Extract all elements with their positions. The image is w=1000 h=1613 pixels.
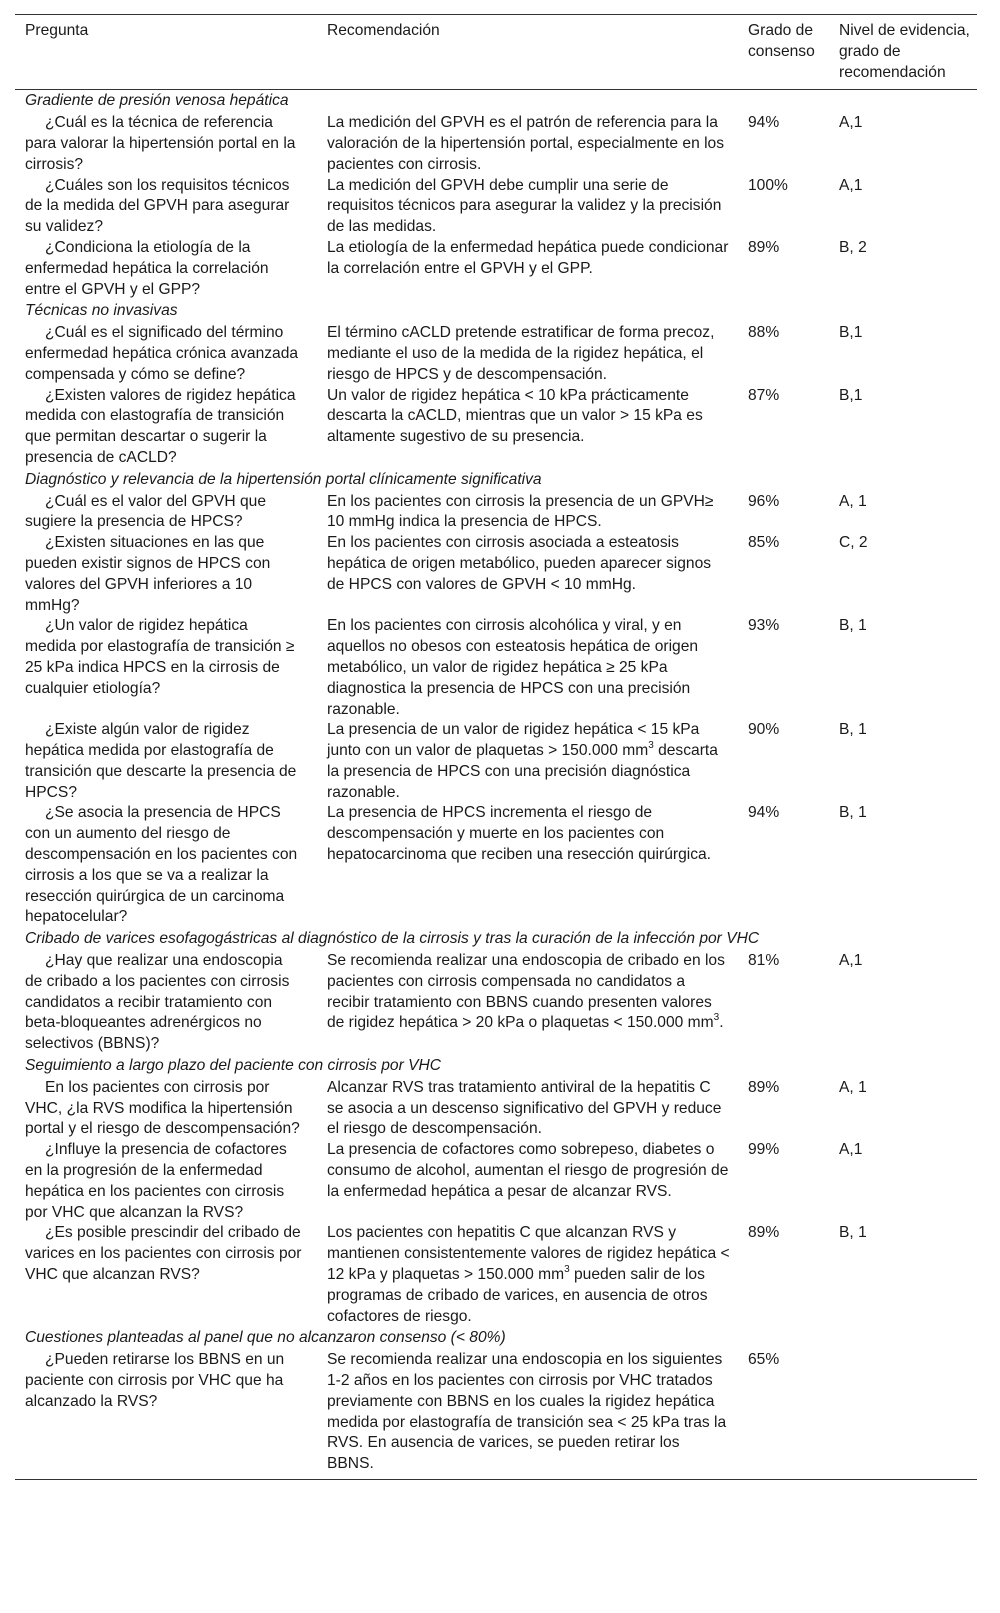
recommendation-cell: La etiología de la enfermedad hepática puede condicionar la correlación entre el GPVH y el GPP. — [327, 238, 729, 277]
recommendation-cell: Se recomienda realizar una endoscopia en los siguientes 1-2 años en los pacientes con cirrosis por VHC tratados previamente con BBNS en los cuales la rigidez hepática medida por elastografía de transición sea < 25 kPa tras la RVS. En ausencia de varices, se pueden retirar los BBNS. — [327, 1351, 727, 1473]
consensus-cell: 85% — [748, 534, 780, 552]
evidence-level-cell — [829, 1350, 977, 1479]
evidence-level-cell: A,1 — [839, 114, 863, 132]
header-pregunta: Pregunta — [15, 15, 317, 90]
consensus-cell: 65% — [748, 1351, 780, 1369]
question-cell: ¿Cuál es el valor del GPVH que sugiere la presencia de HPCS? — [25, 492, 267, 531]
superscript-exponent: 3 — [713, 1012, 720, 1024]
table-row — [15, 1223, 977, 1327]
section-title: Cuestiones planteadas al panel que no alcanzaron consenso (< 80%) — [25, 1329, 506, 1347]
recommendation-cell — [317, 1223, 738, 1327]
header-grado-consenso: Grado de consenso — [738, 15, 829, 90]
table-row — [15, 238, 977, 300]
header-recomendacion: Recomendación — [317, 15, 738, 90]
section-row — [15, 1055, 977, 1078]
table-row — [15, 113, 977, 175]
section-row — [15, 300, 977, 323]
recommendation-cell: La medición del GPVH es el patrón de referencia para la valoración de la hipertensión portal, especialmente en los pacientes con cirrosis. — [327, 114, 725, 173]
question-cell: ¿Influye la presencia de cofactores en la progresión de la enfermedad hepática en los pacientes con cirrosis por VHC que alcanzan la RVS? — [25, 1141, 287, 1221]
section-row — [15, 90, 977, 113]
section-title: Diagnóstico y relevancia de la hipertensión portal clínicamente significativa — [25, 470, 542, 488]
section-title: Gradiente de presión venosa hepática — [25, 92, 289, 110]
question-cell: ¿Cuáles son los requisitos técnicos de la medida del GPVH para asegurar su validez? — [25, 176, 290, 236]
question-cell: ¿Existen situaciones en las que pueden existir signos de HPCS con valores del GPVH inferiores a 10 mmHg? — [25, 534, 271, 614]
evidence-level-cell: A, 1 — [839, 1078, 867, 1096]
evidence-level-cell: A,1 — [839, 1141, 863, 1159]
evidence-level-cell: B, 1 — [839, 1224, 867, 1242]
consensus-cell: 93% — [748, 617, 780, 635]
recommendation-text: Los pacientes con hepatitis C que alcanzan RVS y mantienen consistentemente valores de rigidez hepática < 12 kPa y plaquetas > 150.000 mm — [327, 1224, 730, 1284]
evidence-level-cell: B,1 — [839, 324, 863, 342]
section-row — [15, 1327, 977, 1350]
recommendation-cell: El término cACLD pretende estratificar de forma precoz, mediante el uso de la medida de la rigidez hepática, el riesgo de HPCS y de descompensación. — [327, 324, 715, 383]
evidence-level-cell: A, 1 — [839, 492, 867, 510]
question-cell: ¿Cuál es la técnica de referencia para valorar la hipertensión portal en la cirrosis? — [25, 114, 296, 173]
evidence-level-cell: B,1 — [839, 386, 863, 404]
consensus-cell: 94% — [748, 114, 780, 132]
consensus-cell: 89% — [748, 1224, 780, 1242]
table-body — [15, 90, 977, 1480]
table-row — [15, 386, 977, 469]
recommendation-cell: La presencia de HPCS incrementa el riesgo de descompensación y muerte en los pacientes con hepatocarcinoma que reciben una resección quirúrgica. — [327, 804, 712, 864]
superscript-exponent: 3 — [648, 739, 654, 751]
table-row — [15, 323, 977, 385]
recommendation-text-end: descarta la presencia de HPCS con una precisión diagnóstica razonable. — [327, 742, 718, 801]
consensus-cell: 96% — [748, 492, 780, 510]
recommendation-text-end: . — [719, 1014, 724, 1032]
recommendation-text: Se recomienda realizar una endoscopia de cribado en los pacientes con cirrosis compensada no candidatos a recibir tratamiento con BBNS cuando presenten valores de rigidez hepática > 20 kPa o plaquetas < 150.000 mm — [327, 952, 725, 1032]
evidence-level-cell: B, 2 — [839, 238, 867, 256]
question-cell: En los pacientes con cirrosis por VHC, ¿la RVS modifica la hipertensión portal y el riesgo de descompensación? — [25, 1078, 300, 1138]
table-row — [15, 176, 977, 238]
table-row — [15, 1078, 977, 1140]
recommendation-cell — [317, 951, 738, 1055]
evidence-level-cell: B, 1 — [839, 804, 867, 822]
question-cell: ¿Condiciona la etiología de la enfermedad hepática la correlación entre el GPVH y el GPP? — [25, 238, 269, 298]
recommendation-text-end: pueden salir de los programas de cribado de varices, en ausencia de otros cofactores de riesgo. — [327, 1266, 708, 1325]
section-title: Seguimiento a largo plazo del paciente con cirrosis por VHC — [25, 1057, 442, 1075]
consensus-cell: 90% — [748, 721, 780, 739]
consensus-cell: 100% — [748, 176, 788, 194]
section-row — [15, 928, 977, 951]
evidence-level-cell: B, 1 — [839, 617, 867, 635]
evidence-level-cell: A,1 — [839, 952, 863, 970]
table-row — [15, 803, 977, 928]
recommendation-cell: Un valor de rigidez hepática < 10 kPa prácticamente descarta la cACLD, mientras que un valor > 15 kPa es altamente sugestivo de su presencia. — [327, 386, 703, 446]
recommendation-cell: La medición del GPVH debe cumplir una serie de requisitos técnicos para asegurar la validez y la precisión de las medidas. — [327, 176, 722, 236]
question-cell: ¿Pueden retirarse los BBNS en un paciente con cirrosis por VHC que ha alcanzado la RVS? — [25, 1351, 285, 1410]
recommendation-cell: En los pacientes con cirrosis asociada a esteatosis hepática de origen metabólico, pueden aparecer signos de HPCS con valores de GPVH < 10 mmHg. — [327, 534, 712, 593]
table-row — [15, 533, 977, 616]
consensus-cell: 94% — [748, 804, 780, 822]
table-header — [15, 15, 977, 90]
table-row — [15, 951, 977, 1055]
header-nivel-evidencia: Nivel de evidencia, grado de recomendación — [829, 15, 977, 90]
section-row — [15, 469, 977, 492]
table-row — [15, 1350, 977, 1479]
question-cell: ¿Es posible prescindir del cribado de varices en los pacientes con cirrosis por VHC que alcanzan RVS? — [25, 1224, 302, 1284]
table-row — [15, 492, 977, 534]
recommendation-cell — [317, 720, 738, 803]
consensus-cell: 81% — [748, 952, 780, 970]
consensus-cell: 89% — [748, 1078, 780, 1096]
recommendations-table — [15, 14, 977, 1480]
consensus-cell: 99% — [748, 1141, 780, 1159]
recommendation-text: La presencia de un valor de rigidez hepática < 15 kPa junto con un valor de plaquetas > 150.000 mm — [327, 721, 700, 760]
question-cell: ¿Cuál es el significado del término enfermedad hepática crónica avanzada compensada y cómo se define? — [25, 324, 299, 383]
recommendation-cell: En los pacientes con cirrosis alcohólica y viral, y en aquellos no obesos con esteatosis hepática de origen metabólico, un valor de rigidez hepática ≥ 25 kPa diagnostica la presencia de HPCS con una precisión razonable. — [327, 617, 699, 718]
question-cell: ¿Hay que realizar una endoscopia de cribado a los pacientes con cirrosis candidatos a recibir tratamiento con beta-bloqueantes adrenérgicos no selectivos (BBNS)? — [25, 952, 290, 1053]
header-row — [15, 15, 977, 90]
consensus-cell: 89% — [748, 238, 780, 256]
superscript-exponent: 3 — [564, 1263, 570, 1275]
recommendation-cell: La presencia de cofactores como sobrepeso, diabetes o consumo de alcohol, aumentan el riesgo de progresión de la enfermedad hepática a pesar de alcanzar RVS. — [327, 1141, 729, 1200]
recommendation-cell: En los pacientes con cirrosis la presencia de un GPVH≥ 10 mmHg indica la presencia de HPCS. — [327, 492, 714, 531]
table-row — [15, 616, 977, 720]
recommendation-cell: Alcanzar RVS tras tratamiento antiviral de la hepatitis C se asocia a un descenso significativo del GPVH y reduce el riesgo de descompensación. — [327, 1078, 722, 1138]
evidence-level-cell: B, 1 — [839, 721, 867, 739]
evidence-level-cell: C, 2 — [839, 534, 868, 552]
question-cell: ¿Existen valores de rigidez hepática medida con elastografía de transición que permitan descartar o sugerir la presencia de cACLD? — [25, 386, 296, 466]
consensus-cell: 87% — [748, 386, 780, 404]
section-title: Cribado de varices esofagogástricas al diagnóstico de la cirrosis y tras la curación de la infección por VHC — [25, 930, 760, 948]
question-cell: ¿Un valor de rigidez hepática medida por elastografía de transición ≥ 25 kPa indica HPCS en la cirrosis de cualquier etiología? — [25, 617, 295, 697]
question-cell: ¿Existe algún valor de rigidez hepática medida por elastografía de transición que descarte la presencia de HPCS? — [25, 721, 297, 801]
section-title: Técnicas no invasivas — [25, 302, 178, 320]
table-row — [15, 1140, 977, 1223]
evidence-level-cell: A,1 — [839, 176, 863, 194]
table-row — [15, 720, 977, 803]
consensus-cell: 88% — [748, 324, 780, 342]
question-cell: ¿Se asocia la presencia de HPCS con un aumento del riesgo de descompensación en los pacientes con cirrosis a los que se va a realizar la resección quirúrgica de un carcinoma hepatocelular? — [25, 804, 298, 926]
